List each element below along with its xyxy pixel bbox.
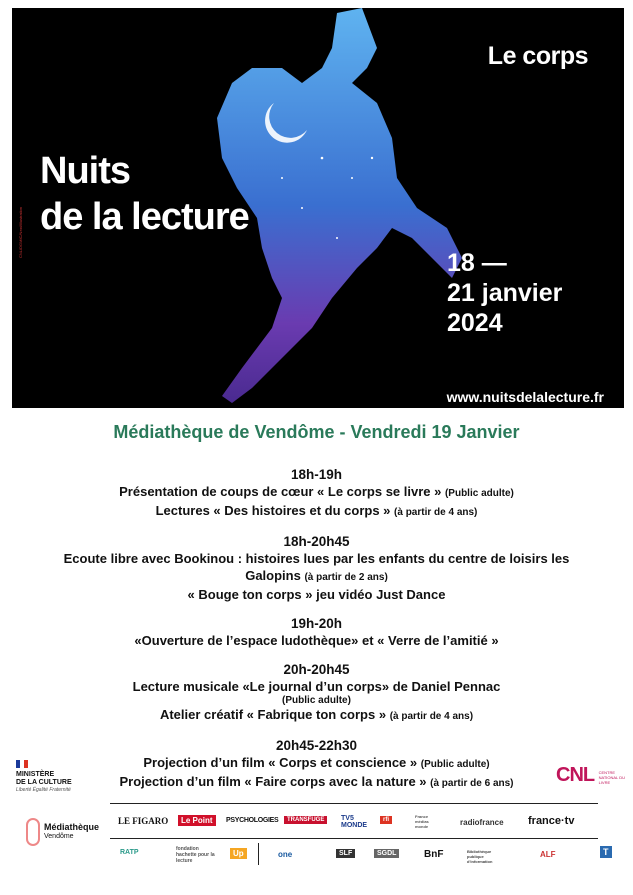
slot-activity bbox=[0, 754, 633, 773]
partner-transfuge: TRANSFUGE bbox=[284, 816, 327, 824]
partner-psychologies: PSYCHOLOGIES bbox=[226, 817, 279, 824]
activity-text: «Ouverture de l’espace ludothèque» et « Verre de l’amitié » bbox=[134, 633, 499, 648]
slot-time: 20h45-22h30 bbox=[275, 738, 358, 753]
program-slot bbox=[0, 615, 633, 649]
partner-france-medias-monde: France médias monde bbox=[415, 814, 429, 829]
ministere-line1: MINISTÈRE bbox=[16, 771, 55, 778]
partner-separator bbox=[258, 843, 259, 865]
festival-website-link[interactable]: www.nuitsdelalecture.fr bbox=[446, 389, 604, 405]
partner-sgdl: SGDL bbox=[374, 849, 399, 858]
activity-audience-note: (à partir de 6 ans) bbox=[430, 778, 514, 789]
program-schedule bbox=[0, 466, 633, 804]
slot-activity bbox=[0, 586, 633, 603]
partner-radiofrance: radiofrance bbox=[460, 818, 504, 827]
cnl-logo bbox=[556, 764, 627, 787]
slot-activity bbox=[0, 706, 633, 725]
activity-text: Ecoute libre avec Bookinou : histoires lues par les enfants du centre de loisirs les Galopins bbox=[63, 551, 570, 583]
ministere-culture-logo bbox=[16, 760, 72, 793]
dates-line1: 18 — bbox=[447, 249, 507, 277]
activity-text: Lectures « Des histoires et du corps » bbox=[155, 503, 395, 518]
partner-lepoint: Le Point bbox=[178, 815, 216, 826]
slot-time: 20h-20h45 bbox=[283, 662, 350, 677]
partner-bnf: BnF bbox=[424, 849, 444, 860]
mediatheque-ring-icon bbox=[26, 818, 40, 846]
slot-time: 18h-19h bbox=[290, 467, 343, 482]
slot-activity bbox=[0, 773, 633, 792]
partner-lefigaro: LE FIGARO bbox=[118, 816, 169, 826]
activity-audience-note: (Public adulte) bbox=[420, 759, 490, 770]
image-credit: CNL/DGMIC/Next/Illustration bbox=[18, 206, 23, 258]
activity-text: Projection d’un film « Faire corps avec la nature » bbox=[119, 774, 431, 789]
ministere-motto: Liberté Égalité Fraternité bbox=[16, 787, 71, 793]
dates-line3: 2024 bbox=[447, 309, 503, 337]
festival-title bbox=[40, 148, 249, 240]
festival-title-line2: de la lecture bbox=[40, 196, 249, 238]
activity-text: Atelier créatif « Fabrique ton corps » bbox=[159, 707, 390, 722]
activity-audience-note: (à partir de 4 ans) bbox=[394, 507, 478, 518]
activity-audience-note: (à partir de 4 ans) bbox=[389, 711, 474, 722]
festival-dates bbox=[447, 248, 562, 338]
partner-francetv: france·tv bbox=[528, 815, 575, 827]
partner-ratp: RATP bbox=[120, 849, 139, 856]
mediatheque-logo-city: Vendôme bbox=[44, 833, 74, 840]
venue-title: Médiathèque de Vendôme - Vendredi 19 Janvier bbox=[113, 422, 520, 442]
divider-top bbox=[110, 803, 598, 804]
program-slot bbox=[0, 661, 633, 725]
slot-activity bbox=[0, 483, 633, 502]
slot-activity bbox=[0, 678, 633, 695]
partner-t: T bbox=[600, 846, 612, 858]
activity-audience-note: (à partir de 2 ans) bbox=[304, 572, 388, 583]
activity-text: Lecture musicale «Le journal d’un corps» de Daniel Pennac bbox=[132, 679, 501, 694]
activity-audience-note: (Public adulte) bbox=[444, 488, 514, 499]
partner-slf: SLF bbox=[336, 849, 355, 858]
partner-one: one bbox=[278, 850, 293, 859]
mediatheque-logo-title: Médiathèque bbox=[44, 822, 100, 832]
slot-activity bbox=[0, 695, 633, 706]
partner-alf: ALF bbox=[540, 850, 556, 859]
partner-bpi: Bibliothèque publique d'information bbox=[467, 849, 493, 864]
slot-activity bbox=[0, 550, 633, 586]
partner-up: Up bbox=[230, 848, 247, 859]
divider-middle bbox=[110, 838, 598, 839]
cnl-logo-subtitle: CENTRE NATIONAL DU LIVRE bbox=[598, 770, 626, 785]
dates-line2: 21 janvier bbox=[447, 279, 563, 307]
program-slot bbox=[0, 533, 633, 603]
program-slot bbox=[0, 466, 633, 521]
slot-time: 18h-20h45 bbox=[283, 534, 350, 549]
french-flag-icon bbox=[16, 760, 28, 768]
slot-time: 19h-20h bbox=[290, 616, 343, 631]
slot-activity bbox=[0, 502, 633, 521]
ministere-line2: DE LA CULTURE bbox=[16, 779, 72, 786]
poster-banner bbox=[12, 8, 624, 408]
partner-rfi: rfi bbox=[380, 816, 392, 824]
partner-fondation-hachette: fondation hachette pour la lecture bbox=[176, 846, 215, 864]
cnl-logo-text: CNL bbox=[556, 764, 595, 786]
activity-text: Présentation de coups de cœur « Le corps se livre » bbox=[119, 484, 445, 499]
activity-text: (Public adulte) bbox=[282, 695, 351, 706]
slot-activity bbox=[0, 632, 633, 649]
partner-tv5monde: TV5 MONDE bbox=[341, 815, 368, 829]
festival-title-line1: Nuits bbox=[40, 150, 130, 192]
activity-text: Projection d’un film « Corps et conscience » bbox=[143, 755, 421, 770]
activity-text: « Bouge ton corps » jeu vidéo Just Dance bbox=[187, 587, 446, 602]
poster-theme: Le corps bbox=[487, 42, 588, 70]
program-slot bbox=[0, 737, 633, 792]
